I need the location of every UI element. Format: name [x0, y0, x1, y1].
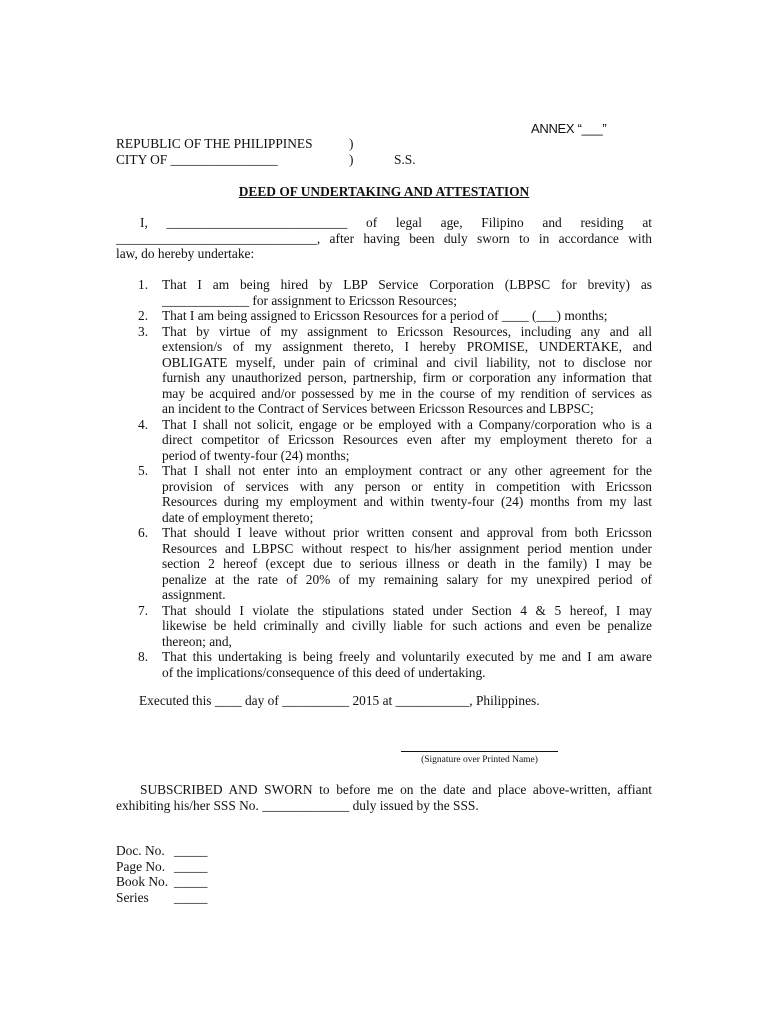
item-text-line: provision of services with any person or entity in competition with Ericsson	[162, 478, 652, 494]
notary-row	[116, 859, 207, 875]
item-text-line: Resources and LBPSC without respect to his/her assignment period mention under	[162, 540, 652, 556]
intro-line: I, ___________________________ of legal age, Filipino and residing at	[140, 215, 652, 230]
item-text-line: That I am being assigned to Ericsson Resources for a period of ____ (___) months;	[162, 308, 608, 323]
executed-line: Executed this ____ day of __________ 2015 at ___________, Philippines.	[139, 693, 540, 708]
item-text-line: That I shall not enter into an employment contract or any other agreement for the	[162, 463, 652, 478]
item-number: 2.	[138, 308, 149, 323]
item-text-line: assignment.	[162, 587, 226, 602]
item-text-line: That should I leave without prior written consent and approval from both Ericsson	[162, 525, 652, 540]
item-number: 8.	[138, 649, 149, 664]
item-text-line: direct competitor of Ericsson Resources even after my employment thereto for a	[162, 432, 652, 447]
item-text-line: That I am being hired by LBP Service Corporation (LBPSC for brevity) as	[162, 277, 652, 292]
item-number: 1.	[138, 277, 149, 292]
notary-label: Doc. No.	[116, 843, 165, 858]
item-number: 7.	[138, 602, 149, 618]
item-text-line: That I shall not solicit, engage or be employed with a Company/corporation who is a	[162, 416, 652, 432]
venue-paren-2: )	[349, 152, 354, 167]
item-text-line: an incident to the Contract of Services between Ericsson Resources and LBPSC;	[162, 401, 594, 416]
item-text-line: Resources during my employment and within twenty-four (24) months from my last	[162, 494, 652, 509]
item-number: 3.	[138, 323, 149, 339]
subscribed-line: exhibiting his/her SSS No. _____________ duly issued by the SSS.	[116, 797, 479, 813]
item-text-line: penalize at the rate of 20% of my remaining salary for my unexpired period of	[162, 571, 652, 587]
venue-city: CITY OF ________________	[116, 152, 278, 167]
intro-line: law, do hereby undertake:	[116, 246, 255, 261]
notary-value: _____	[174, 843, 208, 858]
notary-label: Series	[116, 889, 149, 905]
item-text-line: That should I violate the stipulations stated under Section 4 & 5 hereof, I may	[162, 602, 652, 618]
notary-value: _____	[174, 889, 208, 905]
undertaking-item	[116, 417, 652, 464]
item-text-line: may be acquired and/or possessed by me in the course of my rendition of services as	[162, 385, 652, 401]
item-text-line: furnish any unauthorized person, partnership, firm or corporation any information that	[162, 370, 652, 385]
notary-label: Page No.	[116, 858, 166, 874]
undertaking-item	[116, 525, 652, 603]
signature-caption: (Signature over Printed Name)	[421, 755, 538, 765]
item-text-line: OBLIGATE myself, under pain of criminal and civil liability, not to disclose nor	[162, 354, 652, 370]
signature-line	[401, 751, 558, 752]
notary-row	[116, 890, 207, 906]
venue-republic: REPUBLIC OF THE PHILIPPINES	[116, 136, 313, 151]
item-text-line: section 2 hereof (except due to serious illness or death in the family) I may be	[162, 556, 652, 571]
undertaking-item	[116, 324, 652, 417]
item-number: 6.	[138, 525, 149, 540]
annex-label: ANNEX “___”	[531, 121, 607, 136]
intro-paragraph	[116, 215, 652, 262]
intro-line: ______________________________, after having been duly sworn to in accordance with	[116, 230, 652, 246]
item-number: 4.	[138, 416, 149, 432]
notary-label: Book No.	[116, 874, 169, 889]
notary-row	[116, 843, 207, 859]
item-text-line: likewise be held criminally and civilly liable for such actions and even be penalize	[162, 618, 652, 633]
subscribed-line: SUBSCRIBED AND SWORN to before me on the date and place above-written, affiant	[140, 782, 652, 797]
item-text-line: date of employment thereto;	[162, 509, 314, 525]
item-text-line: That this undertaking is being freely and voluntarily executed by me and I am aware	[162, 649, 652, 664]
item-text-line: That by virtue of my assignment to Ericsson Resources, including any and all	[162, 323, 652, 339]
subscribed-paragraph	[116, 782, 652, 813]
undertaking-item	[116, 649, 652, 680]
undertaking-list	[116, 277, 652, 680]
item-text-line: extension/s of my assignment thereto, I hereby PROMISE, UNDERTAKE, and	[162, 339, 652, 354]
item-number: 5.	[138, 463, 149, 478]
item-text-line: thereon; and,	[162, 633, 232, 649]
notary-value: _____	[174, 874, 208, 889]
notary-row	[116, 874, 207, 890]
venue-ss: S.S.	[394, 152, 416, 167]
document-title: DEED OF UNDERTAKING AND ATTESTATION	[238, 184, 530, 199]
notary-value: _____	[174, 858, 208, 874]
venue-paren-1: )	[349, 136, 354, 151]
item-text-line: period of twenty-four (24) months;	[162, 447, 350, 463]
undertaking-item	[116, 308, 652, 324]
item-text-line: of the implications/consequence of this deed of undertaking.	[162, 664, 486, 680]
undertaking-item	[116, 463, 652, 525]
undertaking-item	[116, 603, 652, 650]
item-text-line: _____________ for assignment to Ericsson Resources;	[162, 292, 457, 308]
undertaking-item	[116, 277, 652, 308]
